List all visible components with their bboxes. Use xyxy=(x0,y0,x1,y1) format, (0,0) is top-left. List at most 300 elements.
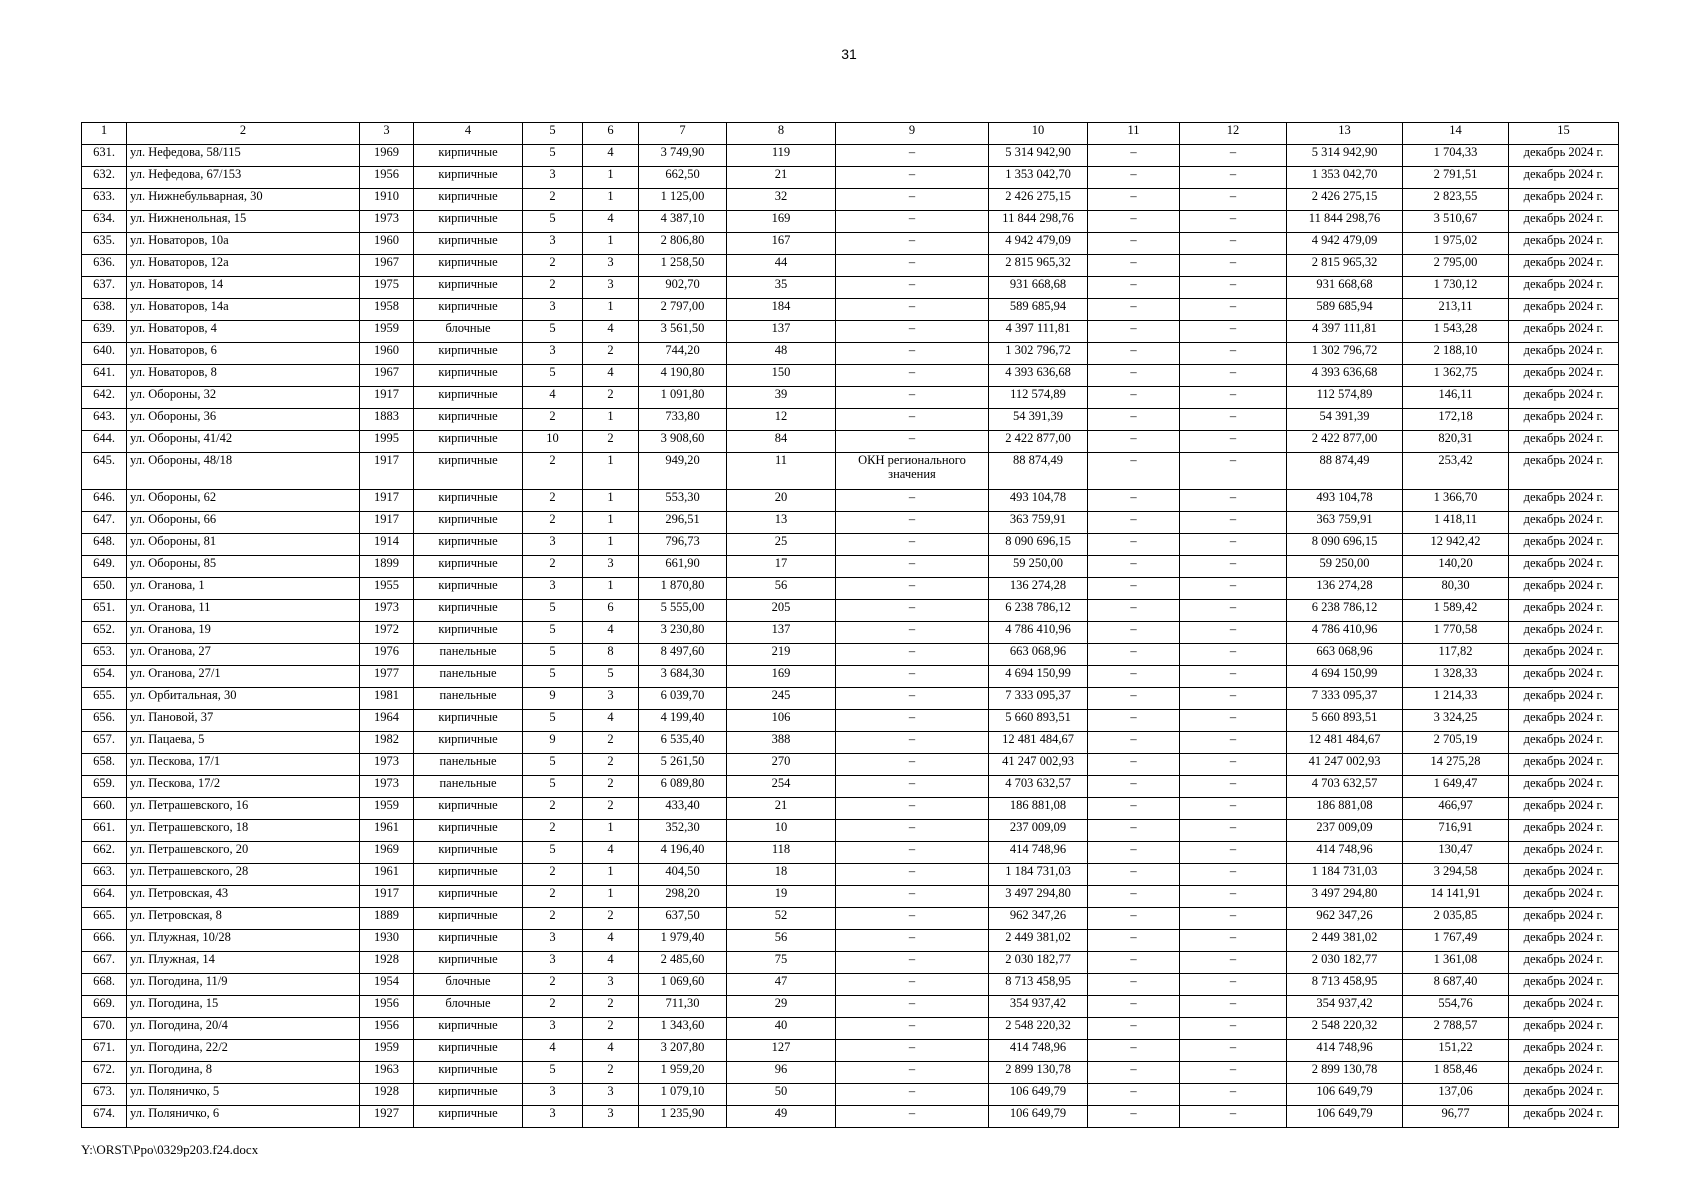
residents-cell: 150 xyxy=(727,365,836,387)
heritage-status-cell: – xyxy=(836,974,989,996)
deadline-cell: декабрь 2024 г. xyxy=(1509,299,1619,321)
year-built-cell: 1959 xyxy=(360,798,414,820)
residents-cell: 106 xyxy=(727,710,836,732)
cost-total-cell: 12 481 484,67 xyxy=(989,732,1088,754)
table-row xyxy=(82,754,1619,776)
heritage-status-cell: – xyxy=(836,798,989,820)
cost-col-11-cell: – xyxy=(1088,886,1180,908)
floors-cell: 3 xyxy=(523,299,583,321)
address-cell: ул. Погодина, 8 xyxy=(127,1062,360,1084)
cost-total-cell: 931 668,68 xyxy=(989,277,1088,299)
cost-total-cell: 11 844 298,76 xyxy=(989,211,1088,233)
deadline-cell: декабрь 2024 г. xyxy=(1509,732,1619,754)
cost-col-13-cell: 4 703 632,57 xyxy=(1287,776,1403,798)
year-built-cell: 1967 xyxy=(360,255,414,277)
area-cell: 1 125,00 xyxy=(639,189,727,211)
cost-col-13-cell: 186 881,08 xyxy=(1287,798,1403,820)
area-cell: 3 908,60 xyxy=(639,431,727,453)
entrances-cell: 2 xyxy=(583,754,639,776)
address-cell: ул. Погодина, 20/4 xyxy=(127,1018,360,1040)
area-cell: 3 684,30 xyxy=(639,666,727,688)
cost-col-13-cell: 2 449 381,02 xyxy=(1287,930,1403,952)
wall-material-cell: кирпичные xyxy=(414,431,523,453)
cost-total-cell: 589 685,94 xyxy=(989,299,1088,321)
address-cell: ул. Поляничко, 5 xyxy=(127,1084,360,1106)
heritage-status-cell: – xyxy=(836,512,989,534)
wall-material-cell: кирпичные xyxy=(414,1106,523,1128)
cost-total-cell: 106 649,79 xyxy=(989,1106,1088,1128)
entrances-cell: 1 xyxy=(583,189,639,211)
cost-col-11-cell: – xyxy=(1088,145,1180,167)
cost-per-unit-cell: 2 795,00 xyxy=(1403,255,1509,277)
deadline-cell: декабрь 2024 г. xyxy=(1509,578,1619,600)
wall-material-cell: кирпичные xyxy=(414,490,523,512)
residents-cell: 270 xyxy=(727,754,836,776)
cost-col-13-cell: 2 030 182,77 xyxy=(1287,952,1403,974)
table-row xyxy=(82,512,1619,534)
cost-col-11-cell: – xyxy=(1088,1084,1180,1106)
residents-cell: 56 xyxy=(727,930,836,952)
heritage-status-cell: – xyxy=(836,578,989,600)
cost-per-unit-cell: 146,11 xyxy=(1403,387,1509,409)
wall-material-cell: кирпичные xyxy=(414,578,523,600)
area-cell: 6 039,70 xyxy=(639,688,727,710)
table-row xyxy=(82,1040,1619,1062)
area-cell: 1 959,20 xyxy=(639,1062,727,1084)
year-built-cell: 1910 xyxy=(360,189,414,211)
deadline-cell: декабрь 2024 г. xyxy=(1509,512,1619,534)
cost-per-unit-cell: 1 361,08 xyxy=(1403,952,1509,974)
table-row xyxy=(82,798,1619,820)
year-built-cell: 1954 xyxy=(360,974,414,996)
deadline-cell: декабрь 2024 г. xyxy=(1509,776,1619,798)
entrances-cell: 4 xyxy=(583,211,639,233)
row-number-cell: 668. xyxy=(82,974,127,996)
row-number-cell: 660. xyxy=(82,798,127,820)
address-cell: ул. Плужная, 14 xyxy=(127,952,360,974)
cost-per-unit-cell: 1 767,49 xyxy=(1403,930,1509,952)
year-built-cell: 1956 xyxy=(360,1018,414,1040)
entrances-cell: 2 xyxy=(583,343,639,365)
address-cell: ул. Петрашевского, 28 xyxy=(127,864,360,886)
deadline-cell: декабрь 2024 г. xyxy=(1509,321,1619,343)
floors-cell: 5 xyxy=(523,600,583,622)
address-cell: ул. Обороны, 62 xyxy=(127,490,360,512)
floors-cell: 9 xyxy=(523,732,583,754)
deadline-cell: декабрь 2024 г. xyxy=(1509,644,1619,666)
row-number-cell: 647. xyxy=(82,512,127,534)
cost-col-13-cell: 8 090 696,15 xyxy=(1287,534,1403,556)
cost-col-12-cell: – xyxy=(1180,666,1287,688)
cost-col-12-cell: – xyxy=(1180,409,1287,431)
row-number-cell: 664. xyxy=(82,886,127,908)
row-number-cell: 655. xyxy=(82,688,127,710)
row-number-cell: 656. xyxy=(82,710,127,732)
row-number-cell: 639. xyxy=(82,321,127,343)
area-cell: 296,51 xyxy=(639,512,727,534)
wall-material-cell: кирпичные xyxy=(414,453,523,490)
cost-col-11-cell: – xyxy=(1088,930,1180,952)
year-built-cell: 1973 xyxy=(360,776,414,798)
address-cell: ул. Обороны, 48/18 xyxy=(127,453,360,490)
heritage-status-cell: – xyxy=(836,952,989,974)
cost-col-13-cell: 962 347,26 xyxy=(1287,908,1403,930)
floors-cell: 2 xyxy=(523,255,583,277)
cost-col-11-cell: – xyxy=(1088,952,1180,974)
entrances-cell: 4 xyxy=(583,952,639,974)
cost-col-13-cell: 106 649,79 xyxy=(1287,1106,1403,1128)
cost-total-cell: 3 497 294,80 xyxy=(989,886,1088,908)
heritage-status-cell: – xyxy=(836,277,989,299)
cost-col-12-cell: – xyxy=(1180,211,1287,233)
floors-cell: 3 xyxy=(523,952,583,974)
heritage-status-cell: ОКН регионального значения xyxy=(836,453,989,490)
heritage-status-cell: – xyxy=(836,622,989,644)
cost-total-cell: 4 942 479,09 xyxy=(989,233,1088,255)
address-cell: ул. Пескова, 17/1 xyxy=(127,754,360,776)
residents-cell: 32 xyxy=(727,189,836,211)
address-cell: ул. Обороны, 66 xyxy=(127,512,360,534)
heritage-status-cell: – xyxy=(836,1062,989,1084)
residents-cell: 205 xyxy=(727,600,836,622)
cost-per-unit-cell: 3 324,25 xyxy=(1403,710,1509,732)
table-body xyxy=(82,145,1619,1128)
area-cell: 2 797,00 xyxy=(639,299,727,321)
heritage-status-cell: – xyxy=(836,409,989,431)
cost-per-unit-cell: 2 035,85 xyxy=(1403,908,1509,930)
floors-cell: 2 xyxy=(523,996,583,1018)
row-number-cell: 648. xyxy=(82,534,127,556)
floors-cell: 5 xyxy=(523,145,583,167)
cost-total-cell: 2 449 381,02 xyxy=(989,930,1088,952)
year-built-cell: 1889 xyxy=(360,908,414,930)
cost-col-13-cell: 41 247 002,93 xyxy=(1287,754,1403,776)
wall-material-cell: кирпичные xyxy=(414,534,523,556)
floors-cell: 2 xyxy=(523,277,583,299)
floors-cell: 3 xyxy=(523,1084,583,1106)
floors-cell: 4 xyxy=(523,387,583,409)
cost-col-12-cell: – xyxy=(1180,600,1287,622)
year-built-cell: 1973 xyxy=(360,600,414,622)
cost-col-13-cell: 2 899 130,78 xyxy=(1287,1062,1403,1084)
row-number-cell: 669. xyxy=(82,996,127,1018)
cost-per-unit-cell: 1 589,42 xyxy=(1403,600,1509,622)
cost-col-13-cell: 4 786 410,96 xyxy=(1287,622,1403,644)
deadline-cell: декабрь 2024 г. xyxy=(1509,908,1619,930)
deadline-cell: декабрь 2024 г. xyxy=(1509,189,1619,211)
cost-col-13-cell: 2 426 275,15 xyxy=(1287,189,1403,211)
row-number-cell: 631. xyxy=(82,145,127,167)
residents-cell: 137 xyxy=(727,622,836,644)
row-number-cell: 671. xyxy=(82,1040,127,1062)
header-cell: 8 xyxy=(727,123,836,145)
cost-col-13-cell: 414 748,96 xyxy=(1287,842,1403,864)
cost-per-unit-cell: 2 791,51 xyxy=(1403,167,1509,189)
floors-cell: 2 xyxy=(523,886,583,908)
table-row xyxy=(82,864,1619,886)
cost-per-unit-cell: 8 687,40 xyxy=(1403,974,1509,996)
area-cell: 1 870,80 xyxy=(639,578,727,600)
cost-col-12-cell: – xyxy=(1180,343,1287,365)
heritage-status-cell: – xyxy=(836,600,989,622)
header-cell: 6 xyxy=(583,123,639,145)
cost-total-cell: 493 104,78 xyxy=(989,490,1088,512)
area-cell: 1 979,40 xyxy=(639,930,727,952)
table-row xyxy=(82,556,1619,578)
area-cell: 949,20 xyxy=(639,453,727,490)
cost-col-13-cell: 589 685,94 xyxy=(1287,299,1403,321)
floors-cell: 5 xyxy=(523,211,583,233)
entrances-cell: 1 xyxy=(583,534,639,556)
deadline-cell: декабрь 2024 г. xyxy=(1509,167,1619,189)
wall-material-cell: кирпичные xyxy=(414,387,523,409)
cost-col-11-cell: – xyxy=(1088,534,1180,556)
cost-per-unit-cell: 1 543,28 xyxy=(1403,321,1509,343)
cost-total-cell: 136 274,28 xyxy=(989,578,1088,600)
residents-cell: 388 xyxy=(727,732,836,754)
cost-per-unit-cell: 1 366,70 xyxy=(1403,490,1509,512)
heritage-status-cell: – xyxy=(836,864,989,886)
floors-cell: 5 xyxy=(523,666,583,688)
address-cell: ул. Новаторов, 6 xyxy=(127,343,360,365)
row-number-cell: 643. xyxy=(82,409,127,431)
cost-total-cell: 54 391,39 xyxy=(989,409,1088,431)
entrances-cell: 4 xyxy=(583,321,639,343)
residents-cell: 21 xyxy=(727,798,836,820)
cost-per-unit-cell: 716,91 xyxy=(1403,820,1509,842)
area-cell: 4 199,40 xyxy=(639,710,727,732)
cost-col-12-cell: – xyxy=(1180,490,1287,512)
deadline-cell: декабрь 2024 г. xyxy=(1509,1040,1619,1062)
cost-per-unit-cell: 2 705,19 xyxy=(1403,732,1509,754)
address-cell: ул. Петрашевского, 18 xyxy=(127,820,360,842)
header-cell: 12 xyxy=(1180,123,1287,145)
deadline-cell: декабрь 2024 г. xyxy=(1509,754,1619,776)
floors-cell: 2 xyxy=(523,820,583,842)
residents-cell: 20 xyxy=(727,490,836,512)
year-built-cell: 1960 xyxy=(360,233,414,255)
cost-col-13-cell: 59 250,00 xyxy=(1287,556,1403,578)
entrances-cell: 8 xyxy=(583,644,639,666)
cost-col-12-cell: – xyxy=(1180,233,1287,255)
area-cell: 1 069,60 xyxy=(639,974,727,996)
cost-col-12-cell: – xyxy=(1180,1106,1287,1128)
residents-cell: 35 xyxy=(727,277,836,299)
residents-cell: 52 xyxy=(727,908,836,930)
cost-col-12-cell: – xyxy=(1180,387,1287,409)
entrances-cell: 1 xyxy=(583,864,639,886)
cost-col-12-cell: – xyxy=(1180,754,1287,776)
table-row xyxy=(82,732,1619,754)
area-cell: 661,90 xyxy=(639,556,727,578)
cost-per-unit-cell: 12 942,42 xyxy=(1403,534,1509,556)
address-cell: ул. Петрашевского, 16 xyxy=(127,798,360,820)
floors-cell: 5 xyxy=(523,754,583,776)
area-cell: 6 089,80 xyxy=(639,776,727,798)
address-cell: ул. Оганова, 27/1 xyxy=(127,666,360,688)
entrances-cell: 1 xyxy=(583,233,639,255)
cost-col-13-cell: 354 937,42 xyxy=(1287,996,1403,1018)
deadline-cell: декабрь 2024 г. xyxy=(1509,534,1619,556)
year-built-cell: 1930 xyxy=(360,930,414,952)
address-cell: ул. Новаторов, 12а xyxy=(127,255,360,277)
cost-total-cell: 414 748,96 xyxy=(989,842,1088,864)
cost-total-cell: 1 353 042,70 xyxy=(989,167,1088,189)
wall-material-cell: панельные xyxy=(414,644,523,666)
entrances-cell: 4 xyxy=(583,710,639,732)
floors-cell: 2 xyxy=(523,409,583,431)
row-number-cell: 649. xyxy=(82,556,127,578)
cost-total-cell: 88 874,49 xyxy=(989,453,1088,490)
area-cell: 4 190,80 xyxy=(639,365,727,387)
area-cell: 4 387,10 xyxy=(639,211,727,233)
cost-col-11-cell: – xyxy=(1088,798,1180,820)
deadline-cell: декабрь 2024 г. xyxy=(1509,820,1619,842)
cost-col-11-cell: – xyxy=(1088,996,1180,1018)
cost-col-12-cell: – xyxy=(1180,974,1287,996)
floors-cell: 5 xyxy=(523,842,583,864)
floors-cell: 2 xyxy=(523,490,583,512)
address-cell: ул. Нижнебульварная, 30 xyxy=(127,189,360,211)
deadline-cell: декабрь 2024 г. xyxy=(1509,864,1619,886)
address-cell: ул. Оганова, 11 xyxy=(127,600,360,622)
entrances-cell: 1 xyxy=(583,490,639,512)
deadline-cell: декабрь 2024 г. xyxy=(1509,1084,1619,1106)
entrances-cell: 3 xyxy=(583,1084,639,1106)
residents-cell: 219 xyxy=(727,644,836,666)
header-cell: 5 xyxy=(523,123,583,145)
cost-per-unit-cell: 172,18 xyxy=(1403,409,1509,431)
area-cell: 433,40 xyxy=(639,798,727,820)
address-cell: ул. Петрашевского, 20 xyxy=(127,842,360,864)
wall-material-cell: кирпичные xyxy=(414,1084,523,1106)
floors-cell: 2 xyxy=(523,556,583,578)
heritage-status-cell: – xyxy=(836,299,989,321)
cost-total-cell: 414 748,96 xyxy=(989,1040,1088,1062)
cost-total-cell: 962 347,26 xyxy=(989,908,1088,930)
cost-col-12-cell: – xyxy=(1180,842,1287,864)
cost-col-12-cell: – xyxy=(1180,1062,1287,1084)
cost-col-13-cell: 112 574,89 xyxy=(1287,387,1403,409)
cost-col-13-cell: 4 942 479,09 xyxy=(1287,233,1403,255)
table-row xyxy=(82,1018,1619,1040)
table-row xyxy=(82,409,1619,431)
table-row xyxy=(82,622,1619,644)
cost-col-13-cell: 8 713 458,95 xyxy=(1287,974,1403,996)
area-cell: 4 196,40 xyxy=(639,842,727,864)
address-cell: ул. Новаторов, 14 xyxy=(127,277,360,299)
residents-cell: 254 xyxy=(727,776,836,798)
year-built-cell: 1969 xyxy=(360,145,414,167)
wall-material-cell: кирпичные xyxy=(414,299,523,321)
cost-col-11-cell: – xyxy=(1088,688,1180,710)
area-cell: 553,30 xyxy=(639,490,727,512)
table-row xyxy=(82,233,1619,255)
residents-cell: 39 xyxy=(727,387,836,409)
table-row xyxy=(82,710,1619,732)
address-cell: ул. Нижненольная, 15 xyxy=(127,211,360,233)
cost-total-cell: 4 393 636,68 xyxy=(989,365,1088,387)
cost-total-cell: 2 815 965,32 xyxy=(989,255,1088,277)
entrances-cell: 3 xyxy=(583,277,639,299)
deadline-cell: декабрь 2024 г. xyxy=(1509,431,1619,453)
address-cell: ул. Новаторов, 4 xyxy=(127,321,360,343)
table-row xyxy=(82,996,1619,1018)
cost-col-13-cell: 363 759,91 xyxy=(1287,512,1403,534)
cost-total-cell: 8 713 458,95 xyxy=(989,974,1088,996)
address-cell: ул. Пескова, 17/2 xyxy=(127,776,360,798)
deadline-cell: декабрь 2024 г. xyxy=(1509,145,1619,167)
row-number-cell: 666. xyxy=(82,930,127,952)
residents-cell: 118 xyxy=(727,842,836,864)
heritage-status-cell: – xyxy=(836,145,989,167)
heritage-status-cell: – xyxy=(836,534,989,556)
wall-material-cell: кирпичные xyxy=(414,167,523,189)
heritage-status-cell: – xyxy=(836,644,989,666)
table-row xyxy=(82,666,1619,688)
cost-col-11-cell: – xyxy=(1088,820,1180,842)
year-built-cell: 1963 xyxy=(360,1062,414,1084)
heritage-status-cell: – xyxy=(836,365,989,387)
row-number-cell: 673. xyxy=(82,1084,127,1106)
cost-col-13-cell: 2 815 965,32 xyxy=(1287,255,1403,277)
cost-total-cell: 2 422 877,00 xyxy=(989,431,1088,453)
deadline-cell: декабрь 2024 г. xyxy=(1509,490,1619,512)
heritage-status-cell: – xyxy=(836,255,989,277)
residents-cell: 11 xyxy=(727,453,836,490)
wall-material-cell: панельные xyxy=(414,666,523,688)
cost-col-11-cell: – xyxy=(1088,233,1180,255)
cost-col-12-cell: – xyxy=(1180,644,1287,666)
row-number-cell: 640. xyxy=(82,343,127,365)
table-row xyxy=(82,820,1619,842)
cost-total-cell: 112 574,89 xyxy=(989,387,1088,409)
deadline-cell: декабрь 2024 г. xyxy=(1509,1018,1619,1040)
header-cell: 3 xyxy=(360,123,414,145)
floors-cell: 3 xyxy=(523,1106,583,1128)
residents-cell: 29 xyxy=(727,996,836,1018)
area-cell: 3 230,80 xyxy=(639,622,727,644)
wall-material-cell: кирпичные xyxy=(414,886,523,908)
cost-col-12-cell: – xyxy=(1180,431,1287,453)
cost-per-unit-cell: 14 141,91 xyxy=(1403,886,1509,908)
table-row xyxy=(82,974,1619,996)
year-built-cell: 1972 xyxy=(360,622,414,644)
wall-material-cell: кирпичные xyxy=(414,233,523,255)
cost-col-11-cell: – xyxy=(1088,644,1180,666)
wall-material-cell: кирпичные xyxy=(414,512,523,534)
table-row xyxy=(82,431,1619,453)
area-cell: 1 091,80 xyxy=(639,387,727,409)
row-number-cell: 657. xyxy=(82,732,127,754)
deadline-cell: декабрь 2024 г. xyxy=(1509,365,1619,387)
deadline-cell: декабрь 2024 г. xyxy=(1509,387,1619,409)
cost-col-13-cell: 6 238 786,12 xyxy=(1287,600,1403,622)
wall-material-cell: кирпичные xyxy=(414,710,523,732)
cost-col-11-cell: – xyxy=(1088,1018,1180,1040)
address-cell: ул. Петровская, 43 xyxy=(127,886,360,908)
cost-col-12-cell: – xyxy=(1180,578,1287,600)
heritage-status-cell: – xyxy=(836,189,989,211)
deadline-cell: декабрь 2024 г. xyxy=(1509,622,1619,644)
wall-material-cell: кирпичные xyxy=(414,1062,523,1084)
year-built-cell: 1981 xyxy=(360,688,414,710)
cost-total-cell: 8 090 696,15 xyxy=(989,534,1088,556)
entrances-cell: 3 xyxy=(583,1106,639,1128)
row-number-cell: 651. xyxy=(82,600,127,622)
year-built-cell: 1973 xyxy=(360,211,414,233)
deadline-cell: декабрь 2024 г. xyxy=(1509,556,1619,578)
